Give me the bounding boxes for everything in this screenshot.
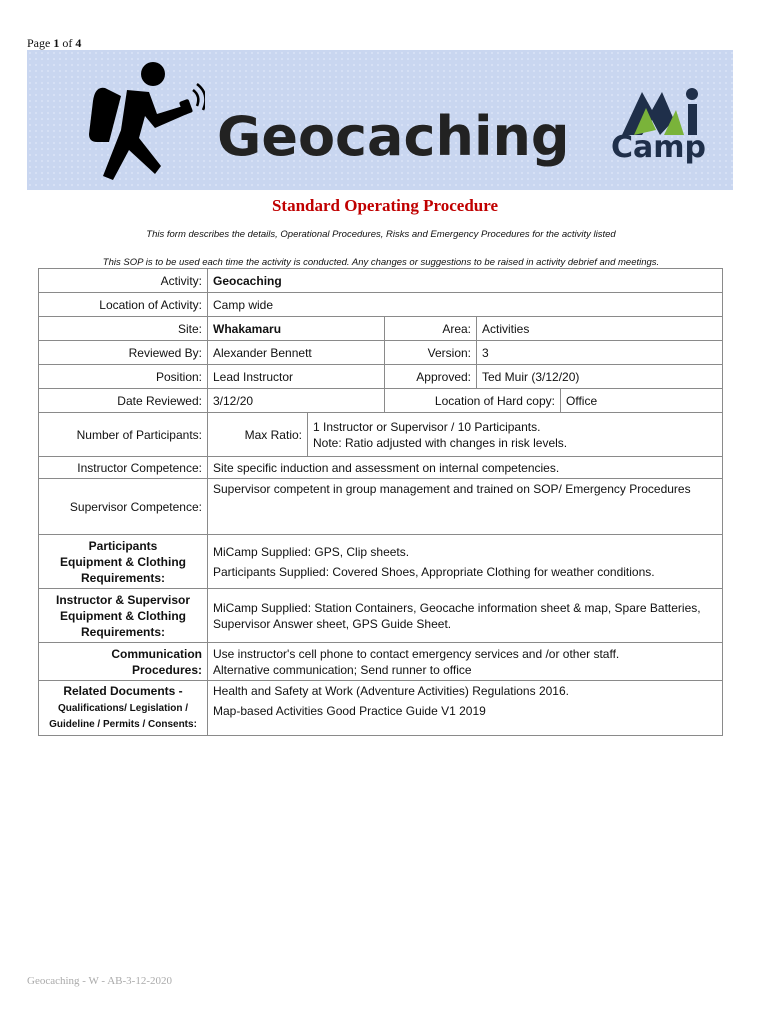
label-line: Procedures: <box>131 662 202 677</box>
supervisor-competence-label: Supervisor Competence: <box>39 479 208 535</box>
table-row <box>39 589 723 643</box>
version-label: Version: <box>385 341 477 365</box>
approved-value: Ted Muir (3/12/20) <box>477 365 723 389</box>
max-ratio-line: 1 Instructor or Supervisor / 10 Participants. <box>313 419 541 434</box>
area-label: Area: <box>385 317 477 341</box>
label-line: Instructor & Supervisor <box>55 592 191 607</box>
hiker-icon <box>65 56 205 186</box>
activity-label: Activity: <box>39 269 208 293</box>
site-label: Site: <box>39 317 208 341</box>
position-value: Lead Instructor <box>208 365 385 389</box>
communication-line: Alternative communication; Send runner to office <box>213 662 472 677</box>
supervisor-competence-value: Supervisor competent in group management and trained on SOP/ Emergency Procedures <box>208 479 723 535</box>
label-line: Equipment & Clothing <box>60 608 186 623</box>
participants-equipment-value <box>208 535 723 589</box>
location-label: Location of Activity: <box>39 293 208 317</box>
table-row <box>39 413 723 457</box>
area-value: Activities <box>477 317 723 341</box>
table-row <box>39 293 723 317</box>
label-line: Equipment & Clothing <box>60 554 186 569</box>
label-line: Requirements: <box>80 570 166 585</box>
instructor-equipment-value: MiCamp Supplied: Station Containers, Geocache information sheet & map, Spare Batteries, Supervisor Answer sheet, GPS Guide Sheet. <box>208 589 723 643</box>
label-line: Communication <box>111 646 202 661</box>
table-row <box>39 389 723 413</box>
banner-title: Geocaching <box>217 105 570 168</box>
participants-equipment-label <box>39 535 208 589</box>
instructor-competence-label: Instructor Competence: <box>39 457 208 479</box>
table-row <box>39 269 723 293</box>
table-row <box>39 535 723 589</box>
instructor-competence-value: Site specific induction and assessment on internal competencies. <box>208 457 723 479</box>
table-row <box>39 479 723 535</box>
related-documents-label <box>39 681 208 736</box>
instructor-equipment-label <box>39 589 208 643</box>
equipment-line: MiCamp Supplied: GPS, Clip sheets. <box>213 544 410 559</box>
table-row <box>39 365 723 389</box>
label-line: Guideline / Permits / Consents: <box>49 719 197 730</box>
communication-label <box>39 643 208 681</box>
related-document-line: Health and Safety at Work (Adventure Activities) Regulations 2016. <box>213 684 569 698</box>
logo-wordmark: Camp <box>611 130 706 165</box>
location-value: Camp wide <box>208 293 723 317</box>
label-line: Requirements: <box>80 624 166 639</box>
participants-label: Number of Participants: <box>39 413 208 457</box>
table-row <box>39 341 723 365</box>
header-banner <box>27 50 733 190</box>
version-value: 3 <box>477 341 723 365</box>
related-documents-value <box>208 681 723 736</box>
position-label: Position: <box>39 365 208 389</box>
max-ratio-value <box>308 413 723 457</box>
max-ratio-note: Note: Ratio adjusted with changes in risk levels. <box>313 435 568 450</box>
activity-value: Geocaching <box>208 269 723 293</box>
page-number: Page 1 of 4 <box>27 36 82 50</box>
communication-line: Use instructor's cell phone to contact emergency services and /or other staff. <box>213 646 620 661</box>
communication-value <box>208 643 723 681</box>
site-value: Whakamaru <box>208 317 385 341</box>
intro-line: This form describes the details, Operational Procedures, Risks and Emergency Procedures for the activity listed <box>146 229 616 240</box>
table-row <box>39 317 723 341</box>
hard-copy-label: Location of Hard copy: <box>385 389 561 413</box>
table-row <box>39 643 723 681</box>
reviewed-by-label: Reviewed By: <box>39 341 208 365</box>
label-line: Related Documents - <box>63 684 183 698</box>
hard-copy-value: Office <box>561 389 723 413</box>
intro-line: This SOP is to be used each time the activity is conducted. Any changes or suggestions to be raised in activity debrief and meetings. <box>102 257 660 268</box>
date-reviewed-label: Date Reviewed: <box>39 389 208 413</box>
approved-label: Approved: <box>385 365 477 389</box>
footer-text: Geocaching - W - AB-3-12-2020 <box>27 975 173 987</box>
date-reviewed-value: 3/12/20 <box>208 389 385 413</box>
reviewed-by-value: Alexander Bennett <box>208 341 385 365</box>
sop-table <box>38 268 723 736</box>
label-line: Participants <box>88 538 158 553</box>
table-row <box>39 457 723 479</box>
table-row <box>39 681 723 736</box>
max-ratio-label: Max Ratio: <box>208 413 308 457</box>
label-line: Qualifications/ Legislation / <box>57 703 189 714</box>
related-document-line: Map-based Activities Good Practice Guide V1 2019 <box>213 704 486 718</box>
document-heading: Standard Operating Procedure <box>271 196 499 215</box>
equipment-line: Participants Supplied: Covered Shoes, Appropriate Clothing for weather conditions. <box>213 564 655 579</box>
